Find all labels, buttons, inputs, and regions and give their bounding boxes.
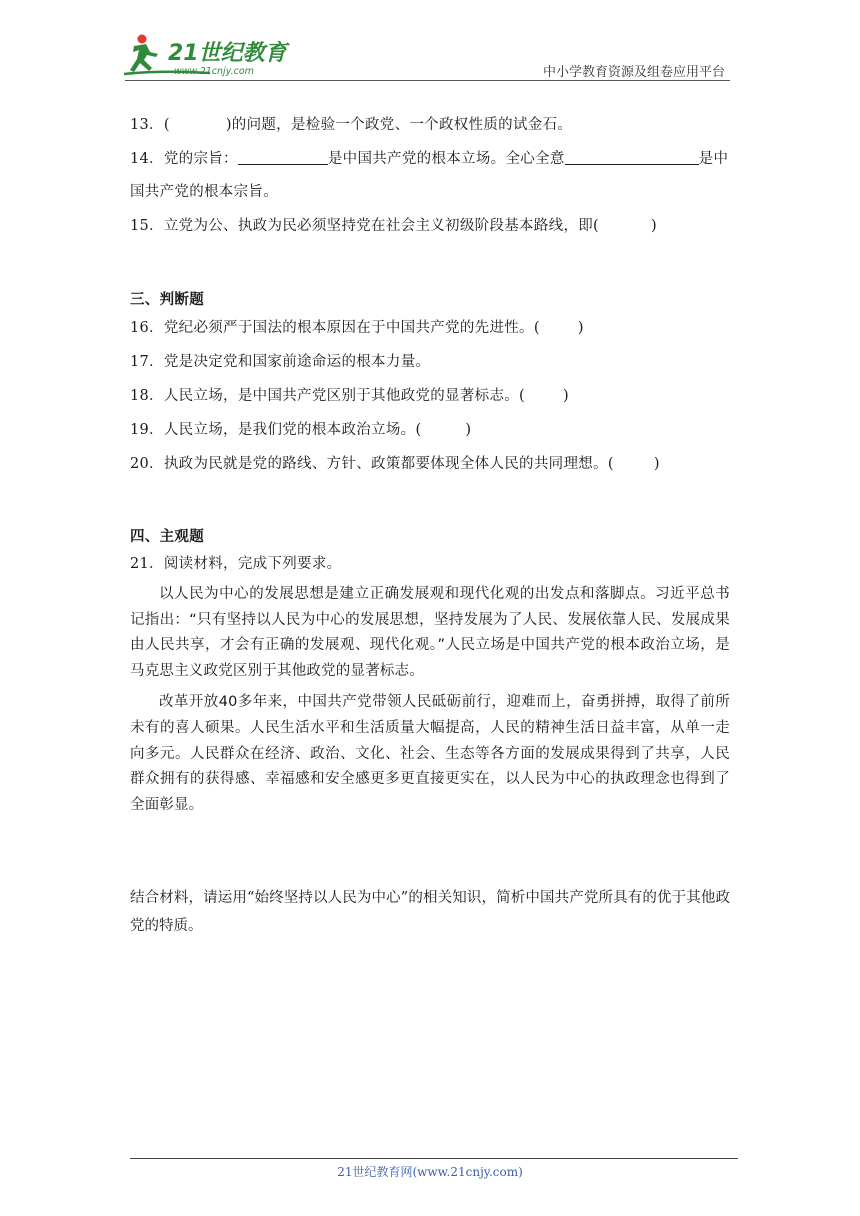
closing-paren: ) — [577, 320, 584, 336]
question-13 — [130, 113, 572, 134]
section-heading-judgment: 三、判断题 — [130, 291, 204, 308]
question-number: 16． — [130, 320, 164, 336]
site-logo — [120, 30, 290, 80]
question-text: 人民立场，是我们党的根本政治立场。( — [163, 422, 422, 438]
answer-blank[interactable] — [565, 150, 699, 165]
question-14 — [130, 147, 728, 168]
question-number: 19． — [130, 422, 164, 438]
question-14-continued: 国共产党的根本宗旨。 — [130, 184, 278, 200]
question-text: 执政为民就是党的路线、方针、政策都要体现全体人民的共同理想。( — [163, 456, 614, 472]
footer-divider — [130, 1158, 738, 1159]
question-number: 13． — [130, 117, 164, 133]
material-paragraph-2: 改革开放40多年来，中国共产党带领人民砥砺前行，迎难而上，奋勇拼搏，取得了前所未有的喜人硕果。人民生活水平和生活质量大幅提高，人民的精神生活日益丰富，从单一走向多元。人民群众在经济、政治、文化、社会、生态等各方面的发展成果得到了共享，人民群众拥有的获得感、幸福感和安全感更多更直接更实在，以人民为中心的执政理念也得到了全面彰显。 — [130, 694, 730, 813]
logo-text: 21世纪教育 — [168, 41, 287, 66]
footer-link[interactable]: 21世纪教育网(www.21cnjy.com) — [337, 1165, 523, 1179]
material-paragraph-1: 以人民为中心的发展思想是建立正确发展观和现代化观的出发点和落脚点。习近平总书记指出：“只有坚持以人民为中心的发展思想，坚持发展为了人民、发展依靠人民、发展成果由人民共享，才会有正确的发展观、现代化观。”人民立场是中国共产党的根本政治立场，是马克思主义政党区别于其他政党的显著标志。 — [130, 586, 730, 679]
site-name: 中小学教育资源及组卷应用平台 — [542, 65, 725, 80]
closing-paren: ) — [653, 456, 660, 472]
question-text: 党纪必须严于国法的根本原因在于中国共产党的先进性。( — [163, 320, 540, 336]
question-text: 人民立场，是中国共产党区别于其他政党的显著标志。( — [163, 388, 526, 404]
section-heading-subjective: 四、主观题 — [130, 528, 204, 545]
question-number: 18． — [130, 388, 164, 404]
question-text: ) — [651, 218, 657, 234]
answer-blank[interactable] — [238, 150, 328, 165]
question-text: 党是决定党和国家前途命运的根本力量。 — [163, 354, 431, 370]
reading-material — [130, 582, 730, 818]
logo-url: www.21cnjy.com — [174, 66, 254, 77]
header-divider — [125, 80, 730, 81]
closing-paren: ) — [563, 388, 569, 404]
question-21-intro: 21．阅读材料，完成下列要求。 — [130, 556, 342, 572]
question-text: 立党为公、执政为民必须坚持党在社会主义初级阶段基本路线，即( — [163, 218, 600, 234]
runner-logo-icon — [120, 30, 290, 80]
question-number: 17． — [130, 354, 164, 370]
question-text: 党的宗旨： — [163, 151, 238, 167]
question-20 — [130, 452, 660, 473]
question-21-task: 结合材料，请运用“始终坚持以人民为中心”的相关知识，简析中国共产党所具有的优于其他政党的特质。 — [130, 890, 730, 934]
question-text: )的问题，是检验一个政党、一个政权性质的试金石。 — [225, 117, 573, 133]
question-19 — [130, 418, 471, 439]
question-18 — [130, 384, 569, 405]
question-16 — [130, 316, 584, 337]
closing-paren: ) — [465, 422, 472, 438]
question-number: 20． — [130, 456, 164, 472]
question-17 — [130, 350, 430, 371]
question-15 — [130, 214, 657, 235]
question-number: 15． — [130, 218, 164, 234]
question-text: ( — [163, 117, 170, 133]
question-text: 是中 — [698, 151, 729, 167]
question-text: 是中国共产党的根本立场。全心全意 — [327, 151, 565, 167]
question-number: 14． — [130, 151, 164, 167]
